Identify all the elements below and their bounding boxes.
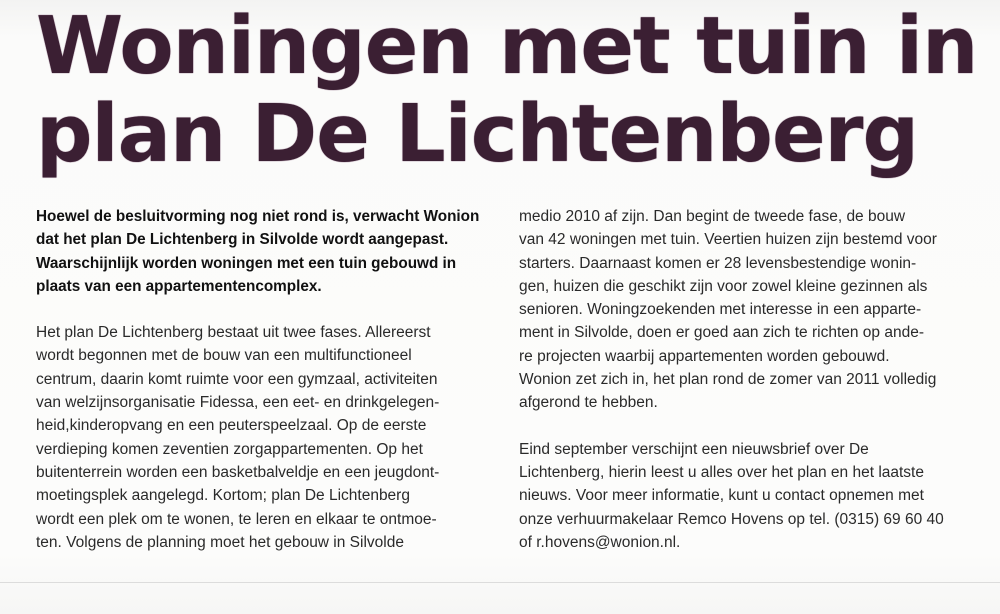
body-line: verdieping komen zeventien zorgappartementen. Op het: [36, 440, 423, 458]
body-line: Lichtenberg, hierin leest u alles over het plan en het laatste: [519, 463, 924, 481]
left-column: [36, 205, 496, 554]
body-line: ten. Volgens de planning moet het gebouw in Silvolde: [36, 533, 404, 551]
body-line: afgerond te hebben.: [519, 394, 658, 412]
body-line: van 42 woningen met tuin. Veertien huizen zijn bestemd voor: [519, 231, 937, 249]
intro-paragraph: [36, 205, 496, 298]
body-line: re projecten waarbij appartementen worden gebouwd.: [519, 347, 890, 365]
paper-edge-line: [0, 582, 1000, 583]
paragraph-gap: [36, 298, 496, 321]
body-line: wordt begonnen met de bouw van een multifunctioneel: [36, 347, 412, 365]
body-line: ment in Silvolde, doen er goed aan zich te richten op ande-: [519, 324, 924, 342]
body-line: gen, huizen die geschikt zijn voor zowel kleine gezinnen als: [519, 277, 928, 295]
right-column: [519, 205, 984, 554]
body-line: buitenterrein worden een basketbalveldje en een jeugdont-: [36, 463, 440, 481]
paragraph-gap: [519, 415, 984, 438]
continuation-paragraph: [519, 205, 984, 415]
body-line: heid,kinderopvang en een peuterspeelzaal. Op de eerste: [36, 417, 427, 435]
contact-email-line: of r.hovens@wonion.nl.: [519, 533, 681, 551]
body-line: Het plan De Lichtenberg bestaat uit twee fases. Allereerst: [36, 324, 431, 342]
intro-line: Hoewel de besluitvorming nog niet rond is, verwacht Wonion: [36, 208, 480, 225]
intro-line: plaats van een appartementencomplex.: [36, 277, 322, 295]
body-line: van welzijnsorganisatie Fidessa, een eet- en drinkgelegen-: [36, 394, 440, 412]
headline-line-2: plan De Lichtenberg: [36, 88, 919, 180]
body-line: nieuws. Voor meer informatie, kunt u contact opnemen met: [519, 487, 924, 505]
body-paragraph: [36, 321, 496, 554]
body-line: centrum, daarin komt ruimte voor een gymzaal, activiteiten: [36, 370, 438, 388]
body-line: onze verhuurmakelaar Remco Hovens op tel. (0315) 69 60 40: [519, 510, 944, 528]
contact-paragraph: [519, 438, 984, 554]
article-headline: [36, 2, 976, 178]
body-line: wordt een plek om te wonen, te leren en elkaar te ontmoe-: [36, 510, 437, 528]
intro-line: Waarschijnlijk worden woningen met een tuin gebouwd in: [36, 254, 457, 272]
body-line: Wonion zet zich in, het plan rond de zomer van 2011 volledig: [519, 371, 937, 389]
body-line: senioren. Woningzoekenden met interesse in een apparte-: [519, 301, 922, 319]
body-line: starters. Daarnaast komen er 28 levensbestendige wonin-: [519, 254, 917, 272]
body-line: Eind september verschijnt een nieuwsbrief over De: [519, 440, 869, 458]
intro-line: dat het plan De Lichtenberg in Silvolde wordt aangepast.: [36, 231, 449, 249]
body-line: medio 2010 af zijn. Dan begint de tweede fase, de bouw: [519, 208, 906, 225]
headline-line-1: Woningen met tuin in: [36, 0, 978, 92]
body-line: moetingsplek aangelegd. Kortom; plan De Lichtenberg: [36, 487, 410, 505]
